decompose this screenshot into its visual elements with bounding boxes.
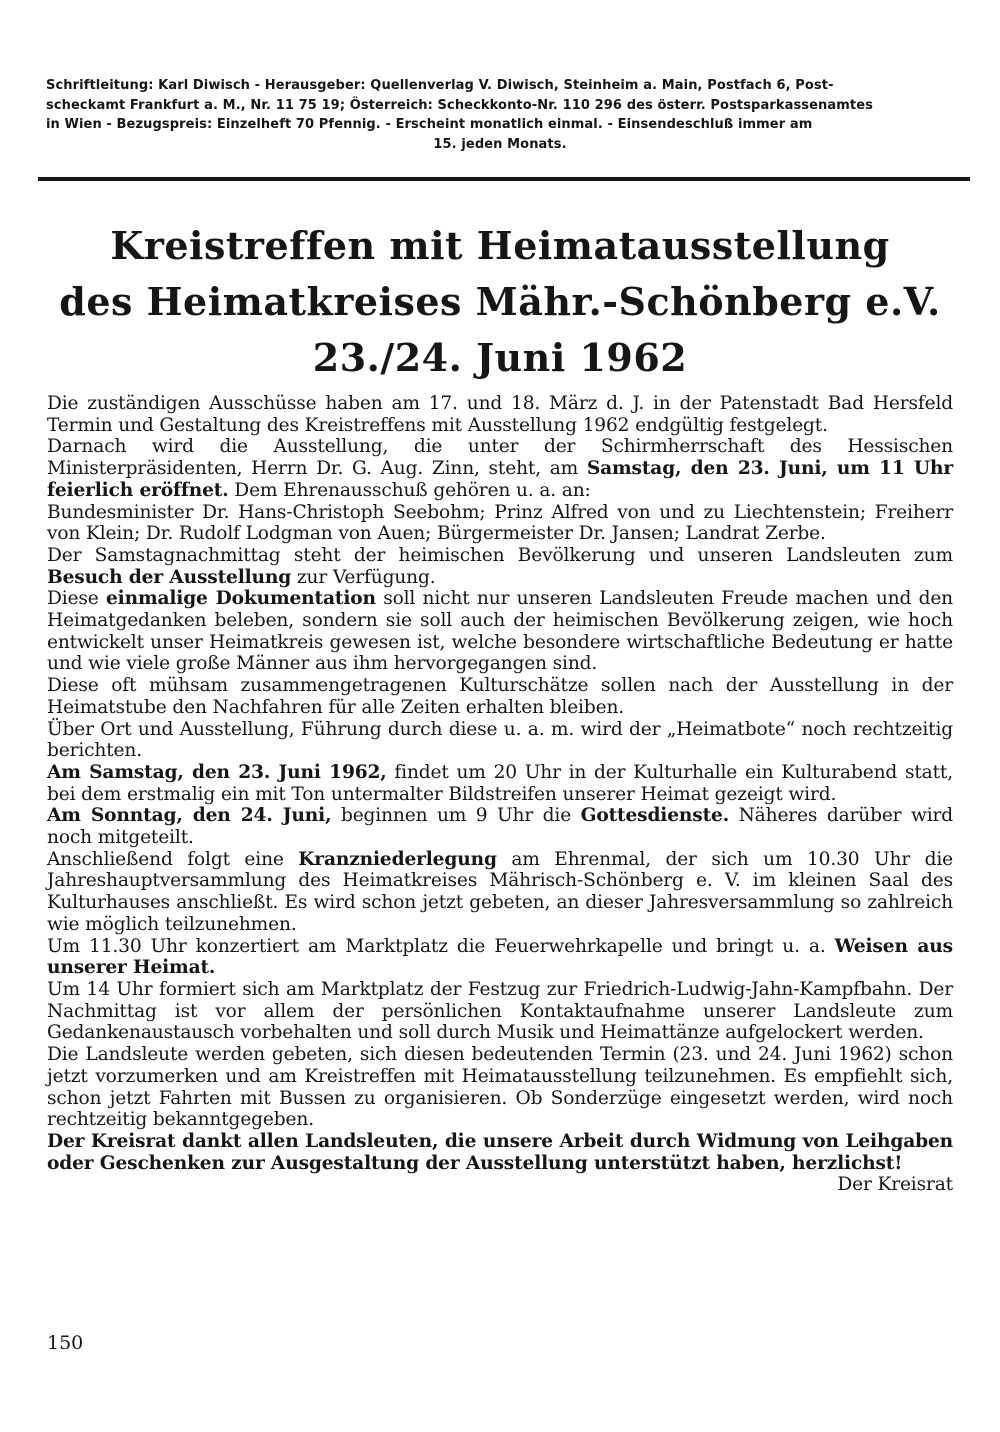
paragraph: Über Ort und Ausstellung, Führung durch diese u. a. m. wird der „Heimatbote“ noch rechtzeitig berichten. [47, 718, 953, 762]
title-line: Kreistreffen mit Heimatausstellung [110, 223, 890, 268]
paragraph: Die zuständigen Ausschüsse haben am 17. und 18. März d. J. in der Patenstadt Bad Hersfeld Termin und Gestaltung des Kreistreffens mit Ausstellung 1962 endgültig festgelegt. [47, 393, 953, 436]
paragraph: Anschließend folgt eine Kranzniederlegung am Ehrenmal, der sich um 10.30 Uhr die Jahreshauptversammlung des Heimatkreises Mährisch-Schönberg e. V. im kleinen Saal des Kulturhauses anschließt. Es wird schon jetzt gebeten, an dieser Jahresversammlung so zahlreich wie möglich teilzunehmen. [47, 848, 953, 935]
paragraph: Um 14 Uhr formiert sich am Marktplatz der Festzug zur Friedrich-Ludwig-Jahn-Kampfbahn. Der Nachmittag ist vor allem der persönlichen Kontaktaufnahme unserer Landsleute zum Gedankenaustausch vorbehalten und soll durch Musik und Heimattänze aufgelockert werden. [47, 978, 953, 1044]
masthead-line: Schriftleitung: Karl Diwisch - Herausgeber: Quellenverlag V. Diwisch, Steinheim a. Main, Postfach 6, Post- [46, 78, 834, 93]
paragraph: Bundesminister Dr. Hans-Christoph Seebohm; Prinz Alfred von und zu Liechtenstein; Freiherr von Klein; Dr. Rudolf Lodgman von Auen; Bürgermeister Dr. Jansen; Landrat Zerbe. [47, 501, 953, 545]
paragraph: Die Landsleute werden gebeten, sich diesen bedeutenden Termin (23. und 24. Juni 1962) schon jetzt vorzumerken und am Kreistreffen mit Heimatausstellung teilzunehmen. Es empfiehlt sich, schon jetzt Fahrten mit Bussen zu organisieren. Ob Sonderzüge eingesetzt werden, wird noch rechtzeitig bekanntgegeben. [47, 1044, 953, 1131]
paragraph: Am Samstag, den 23. Juni 1962, findet um 20 Uhr in der Kulturhalle ein Kulturabend statt, bei dem erstmalig ein mit Ton untermalter Bildstreifen unserer Heimat gezeigt wird. [47, 761, 953, 805]
page-number: 150 [47, 1332, 84, 1354]
masthead [46, 76, 954, 154]
signature: Der Kreisrat [837, 1174, 953, 1196]
paragraph: Am Sonntag, den 24. Juni, beginnen um 9 Uhr die Gottesdienste. Näheres darüber wird noch mitgeteilt. [47, 805, 954, 849]
masthead-line: 15. jeden Monats. [433, 136, 567, 152]
article-body [47, 393, 953, 1196]
article-title [40, 218, 960, 386]
paragraph: Um 11.30 Uhr konzertiert am Marktplatz die Feuerwehrkapelle und bringt u. a. Weisen aus unserer Heimat. [47, 935, 953, 979]
title-line: 23./24. Juni 1962 [312, 335, 688, 380]
paragraph: Diese oft mühsam zusammengetragenen Kulturschätze sollen nach der Ausstellung in der Heimatstube den Nachfahren für alle Zeiten erhalten bleiben. [47, 675, 953, 718]
masthead-line: in Wien - Bezugspreis: Einzelheft 70 Pfennig. - Erscheint monatlich einmal. - Einsendeschluß immer am [46, 117, 813, 132]
masthead-line: scheckamt Frankfurt a. M., Nr. 11 75 19; Österreich: Scheckkonto-Nr. 110 296 des österr. Postsparkassenamtes [46, 97, 873, 113]
paragraph: Der Samstagnachmittag steht der heimischen Bevölkerung und unseren Landsleuten zum Besuch der Ausstellung zur Verfügung. [47, 544, 953, 588]
header-divider [38, 177, 970, 181]
paragraph: Diese einmalige Dokumentation soll nicht nur unseren Landsleuten Freude machen und den Heimatgedanken beleben, sondern sie soll auch der heimischen Bevölkerung zeigen, wie hoch entwickelt unser Heimatkreis gewesen ist, welche besondere wirtschaftliche Bedeutung er hatte und wie viele große Männer aus ihm hervorgegangen sind. [47, 588, 954, 675]
title-line: des Heimatkreises Mähr.-Schönberg e.V. [59, 279, 941, 324]
closing-thanks: Der Kreisrat dankt allen Landsleuten, die unsere Arbeit durch Widmung von Leihgaben oder Geschenken zur Ausgestaltung der Ausstellung unterstützt haben, herzlichst! [47, 1130, 953, 1174]
paragraph: Darnach wird die Ausstellung, die unter der Schirmherrschaft des Hessischen Ministerpräsidenten, Herrn Dr. G. Aug. Zinn, steht, am Samstag, den 23. Juni, um 11 Uhr feierlich eröffnet. Dem Ehrenausschuß gehören u. a. an: [47, 436, 953, 501]
